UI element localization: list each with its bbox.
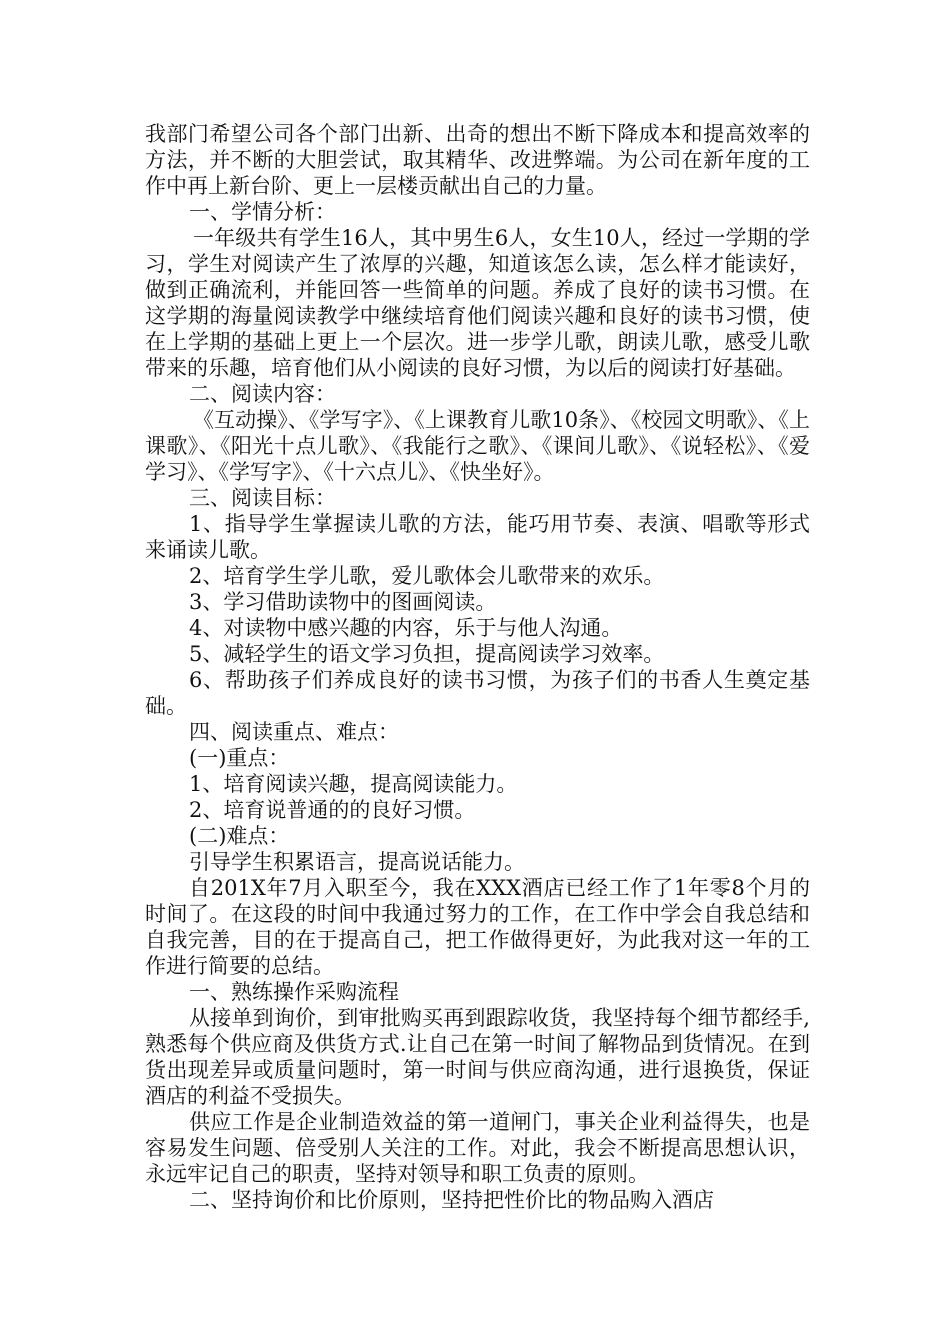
subheading-key-points: (一)重点： [189, 746, 290, 770]
heading-reading-goals: 三、阅读目标： [189, 486, 336, 510]
difficult-point-item: 引导学生积累语言，提高说话能力。 [189, 850, 525, 874]
paragraph-student-analysis: 一年级共有学生16人，其中男生6人，女生10人，经过一学期的学习，学生对阅读产生了浓厚的兴趣，知道该怎么读，怎么样才能读好，做到正确流利，并能回答一些简单的问题。养成了良好的读书习惯。在这学期的海量阅读教学中继续培育他们阅读兴趣和良好的读书习惯，使在上学期的基础上更上一个层次。进一步学儿歌，朗读儿歌，感受儿歌带来的乐趣，培育他们从小阅读的良好习惯，为以后的阅读打好基础。 [145, 226, 810, 380]
paragraph-supply-work: 供应工作是企业制造效益的第一道闸门，事关企业利益得失，也是容易发生问题、倍受别人关注的工作。对此，我会不断提高思想认识，永远牢记自己的职责，坚持对领导和职工负责的原则。 [145, 1110, 810, 1186]
goal-item-5: 5、减轻学生的语文学习负担，提高阅读学习效率。 [189, 642, 665, 666]
goal-item-4: 4、对读物中感兴趣的内容，乐于与他人沟通。 [189, 616, 623, 640]
paragraph-intro: 我部门希望公司各个部门出新、出奇的想出不断下降成本和提高效率的方法，并不断的大胆尝试，取其精华、改进弊端。为公司在新年度的工作中再上新台阶、更上一层楼贡献出自己的力量。 [145, 122, 810, 198]
subheading-difficult-points: (二)难点： [189, 824, 290, 848]
goal-item-1: 1、指导学生掌握读儿歌的方法，能巧用节奏、表演、唱歌等形式来诵读儿歌。 [145, 512, 810, 562]
paragraph-reading-content: 《互动操》、《学写字》、《上课教育儿歌10条》、《校园文明歌》、《上课歌》、《阳光十点儿歌》、《我能行之歌》、《课间儿歌》、《说轻松》、《爱学习》、《学写字》、《十六点儿》、《快坐好》。 [145, 408, 810, 484]
paragraph-work-summary: 自201X年7月入职至今，我在XXX酒店已经工作了1年零8个月的时间了。在这段的时间中我通过努力的工作，在工作中学会自我总结和自我完善，目的在于提高自己，把工作做得更好，为此我对这一年的工作进行简要的总结。 [145, 876, 810, 978]
heading-price-comparison: 二、坚持询价和比价原则，坚持把性价比的物品购入酒店 [189, 1188, 714, 1212]
goal-item-6: 6、帮助孩子们养成良好的读书习惯，为孩子们的书香人生奠定基础。 [145, 668, 810, 718]
heading-key-difficult-points: 四、阅读重点、难点： [189, 720, 399, 744]
heading-student-analysis: 一、学情分析： [189, 200, 336, 224]
document-page [145, 121, 810, 1213]
goal-item-3: 3、学习借助读物中的图画阅读。 [189, 590, 497, 614]
goal-item-2: 2、培育学生学儿歌，爱儿歌体会儿歌带来的欢乐。 [189, 564, 665, 588]
key-point-item-1: 1、培育阅读兴趣，提高阅读能力。 [189, 772, 518, 796]
paragraph-procurement-process: 从接单到询价，到审批购买再到跟踪收货，我坚持每个细节都经手,熟悉每个供应商及供货方式.让自己在第一时间了解物品到货情况。在到货出现差异或质量问题时，第一时间与供应商沟通，进行退换货，保证酒店的利益不受损失。 [145, 1006, 810, 1108]
heading-procurement-process: 一、熟练操作采购流程 [189, 980, 399, 1004]
key-point-item-2: 2、培育说普通的的良好习惯。 [189, 798, 476, 822]
heading-reading-content: 二、阅读内容： [189, 382, 336, 406]
